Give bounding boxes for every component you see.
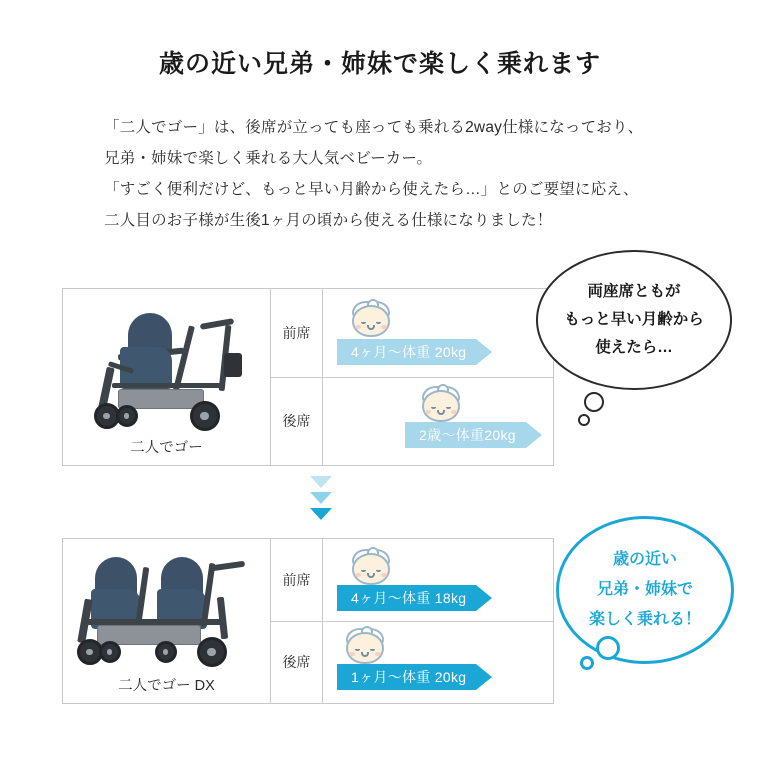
seat-label-text: 後席	[282, 654, 311, 671]
spec-arrow-front	[337, 339, 492, 365]
comparison-block-dx	[62, 538, 554, 704]
baby-face-icon	[349, 547, 393, 587]
page-title: 歳の近い兄弟・姉妹で楽しく乗れます	[158, 50, 601, 78]
spec-arrow-label: 4ヶ月〜体重 18kg	[337, 585, 476, 611]
bubble-line-1: 歳の近い	[612, 551, 677, 568]
spec-arrow-rear	[337, 664, 492, 690]
spec-row-front	[271, 539, 553, 621]
spec-row-front	[271, 289, 553, 377]
baby-face-icon	[343, 626, 387, 666]
spec-arrow-label: 2歳〜体重20kg	[405, 422, 526, 448]
stroller-image-standard	[72, 307, 262, 437]
bubble-dot-small	[580, 656, 594, 670]
lead-line-4: 二人目のお子様が生後1ヶ月の頃から使える仕様になりました！	[104, 212, 553, 229]
chevron-down-icon	[310, 476, 332, 488]
lead-line-3: 「すごく便利だけど、もっと早い月齢から使えたら…」とのご要望に応え、	[104, 181, 639, 198]
bubble-line-3: 使えたら…	[595, 339, 673, 356]
seat-label-text: 前席	[282, 571, 311, 588]
spec-row-rear	[271, 377, 553, 466]
thought-bubble-solution	[556, 516, 734, 664]
spec-arrow-label: 1ヶ月〜体重 20kg	[337, 664, 476, 690]
spec-arrow-front	[337, 585, 492, 611]
seat-label-text: 後席	[282, 413, 311, 430]
seat-label-front	[271, 289, 323, 377]
chevron-down-icon	[310, 508, 332, 520]
lead-line-1: 「二人でゴー」は、後席が立っても座っても乗れる2way仕様になっており、	[104, 119, 644, 136]
bubble-dot-small	[578, 414, 590, 426]
spec-arrow-rear	[405, 422, 542, 448]
spec-rows-dx	[271, 539, 553, 703]
product-cell-standard	[63, 289, 271, 465]
comparison-block-standard	[62, 288, 554, 466]
spec-arrow-label: 4ヶ月〜体重 20kg	[337, 339, 476, 365]
lead-line-2: 兄弟・姉妹で楽しく乗れる大人気ベビーカー。	[104, 150, 433, 167]
down-chevrons	[306, 476, 336, 524]
product-cell-dx	[63, 539, 271, 703]
bubble-line-2: もっと早い月齢から	[564, 311, 704, 328]
thought-bubble-problem	[536, 250, 732, 390]
chevron-down-icon	[310, 492, 332, 504]
lead-paragraph	[104, 112, 684, 236]
bubble-line-2: 兄弟・姉妹で	[596, 581, 693, 598]
stroller-image-dx	[69, 553, 265, 673]
seat-label-rear	[271, 622, 323, 704]
bubble-dot-large	[584, 392, 604, 412]
bubble-dot-large	[596, 636, 620, 660]
baby-face-icon	[349, 299, 393, 339]
bubble-line-1: 両座席ともが	[587, 283, 681, 300]
spec-row-rear	[271, 621, 553, 704]
seat-label-rear	[271, 378, 323, 466]
seat-label-front	[271, 539, 323, 621]
baby-face-icon	[419, 384, 463, 424]
spec-rows-standard	[271, 289, 553, 465]
seat-label-text: 前席	[282, 324, 311, 341]
product-label: 二人でゴー DX	[118, 678, 215, 694]
bubble-line-3: 楽しく乗れる！	[588, 611, 701, 628]
product-label: 二人でゴー	[130, 440, 203, 456]
